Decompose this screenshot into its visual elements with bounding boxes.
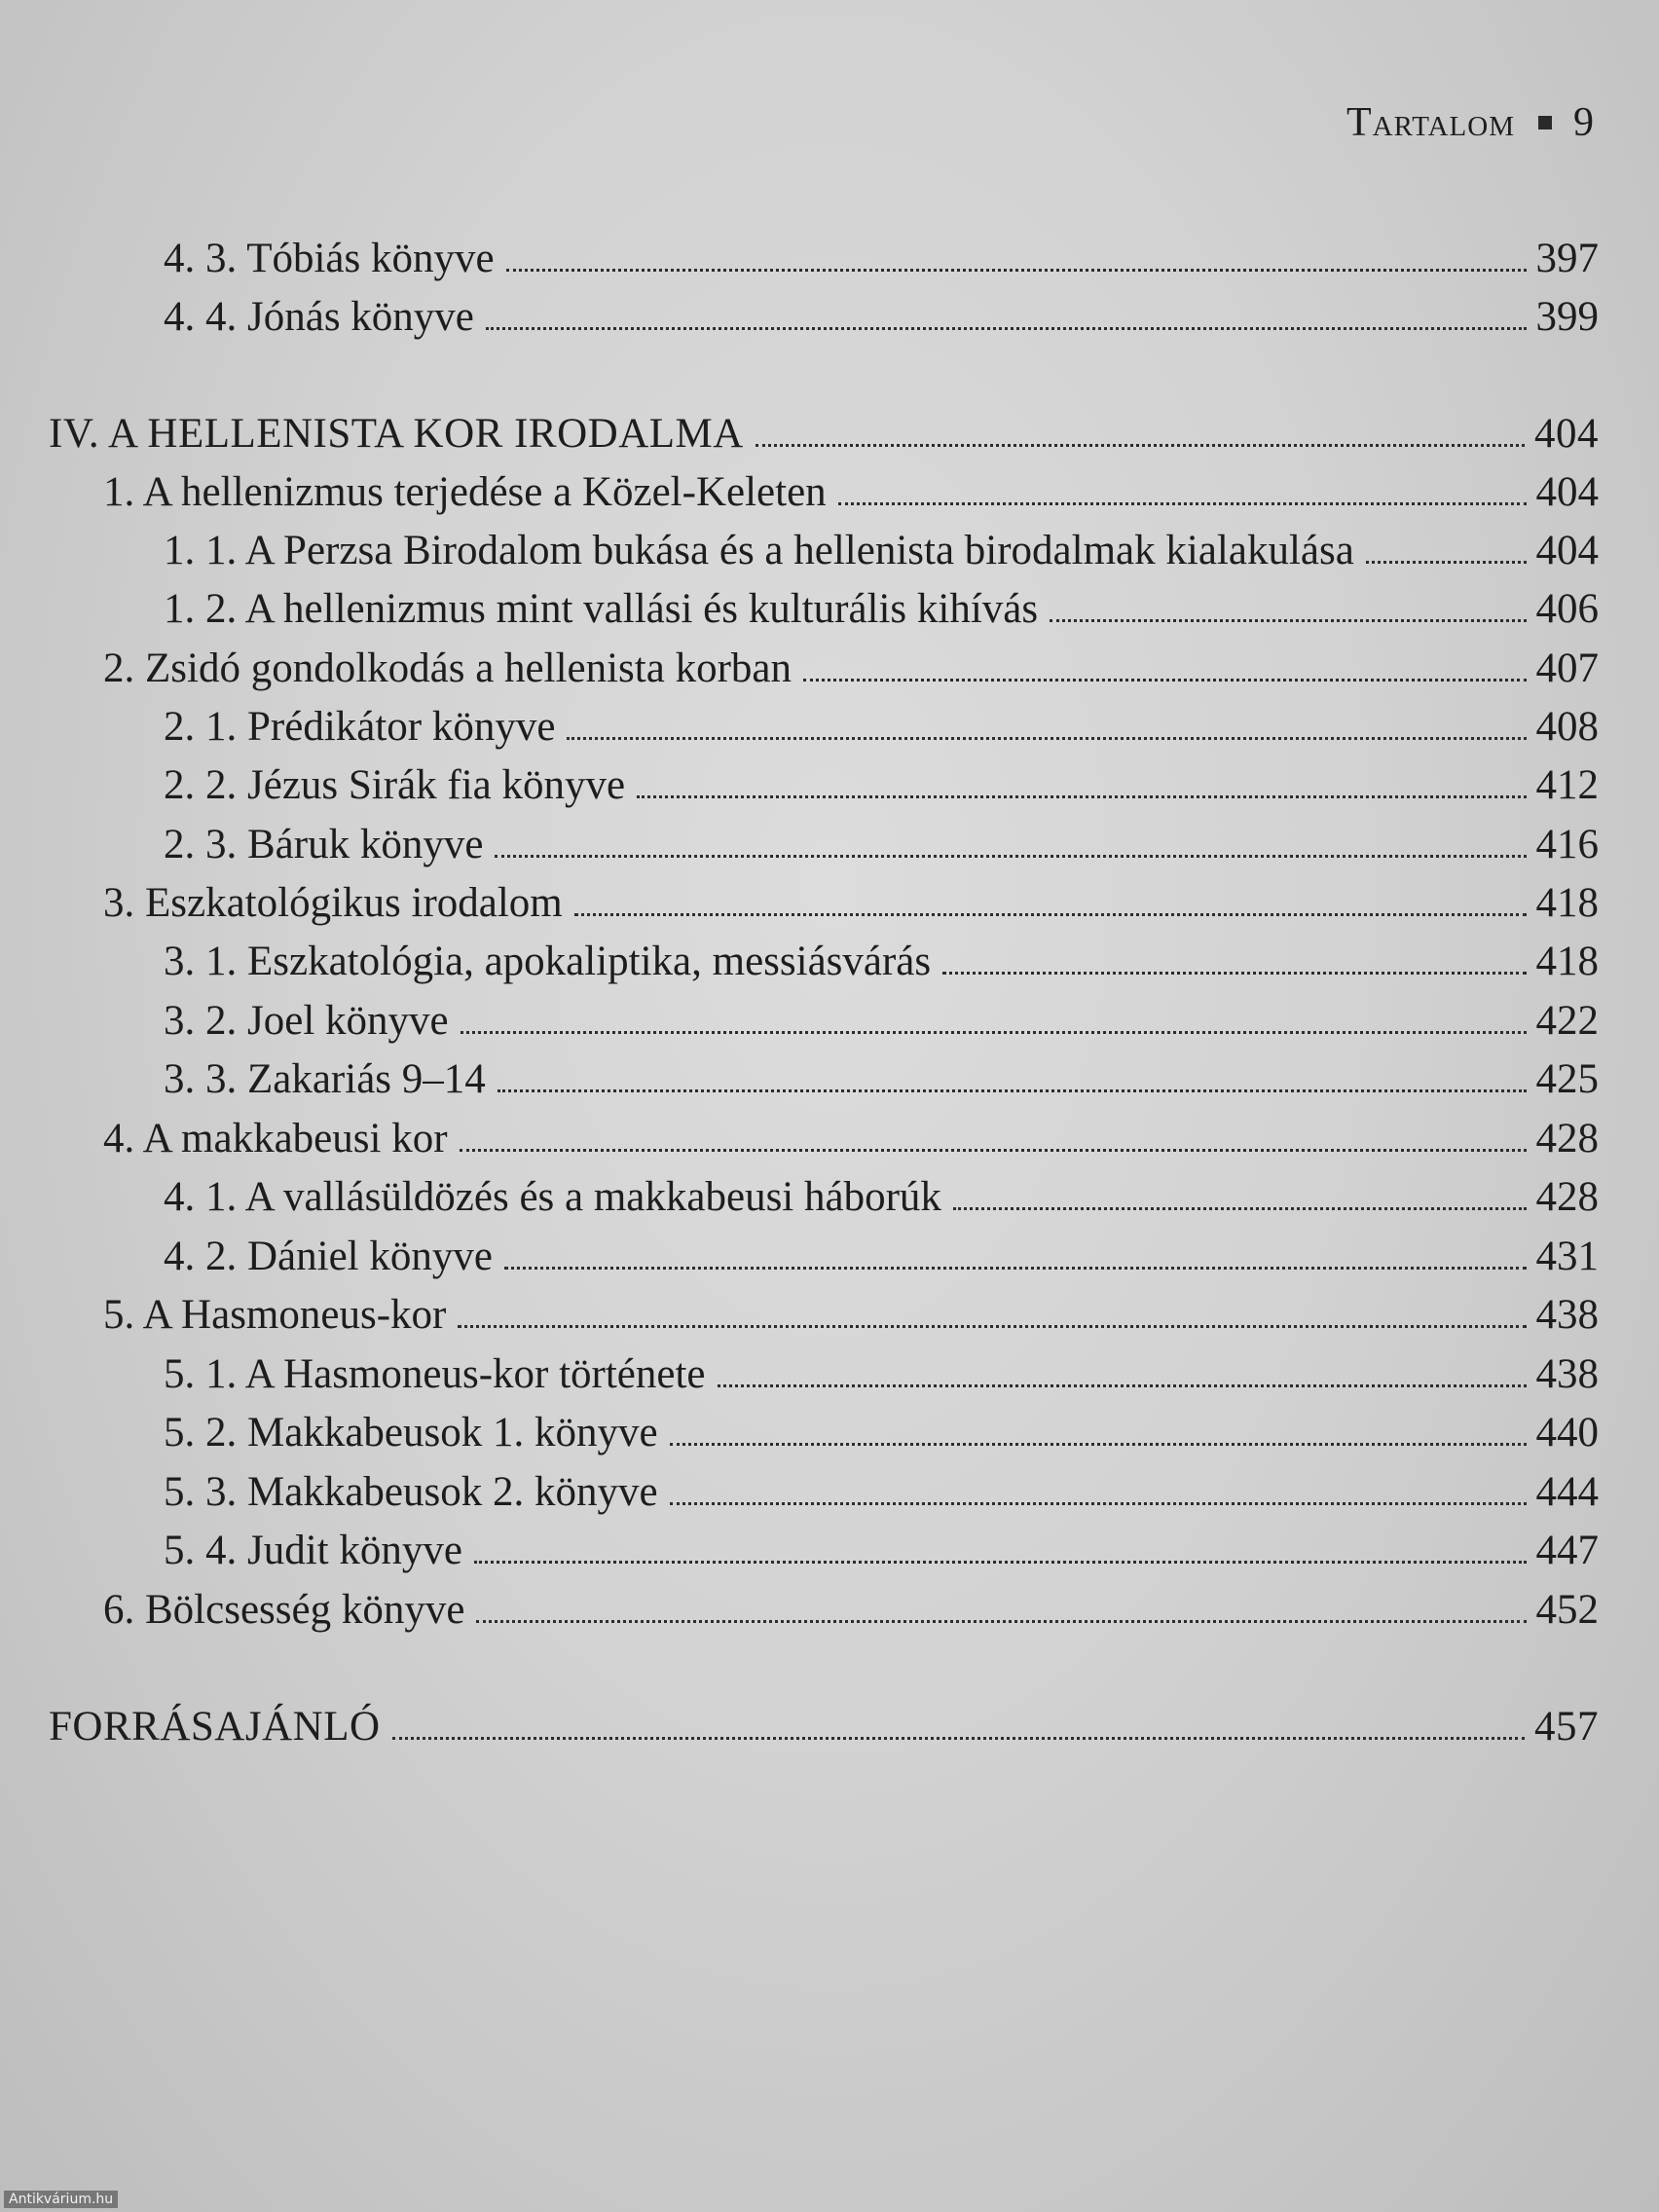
- dot-leader: [637, 795, 1526, 798]
- toc-entry: [164, 700, 1599, 755]
- toc-entry-page: 428: [1535, 1116, 1599, 1161]
- toc-entry-page: 431: [1535, 1234, 1599, 1279]
- toc-entry-page: 440: [1535, 1410, 1599, 1456]
- toc-entry-label: 5. A Hasmoneus-kor: [103, 1292, 447, 1338]
- dot-leader: [474, 1561, 1527, 1564]
- toc-entry-page: 412: [1535, 762, 1599, 808]
- dot-leader: [498, 1089, 1527, 1092]
- dot-leader: [461, 1031, 1527, 1034]
- toc-entry-label: 2. 3. Báruk könyve: [164, 822, 484, 867]
- toc-entry: [103, 642, 1599, 696]
- dot-leader: [574, 913, 1527, 916]
- dot-leader: [1050, 619, 1526, 622]
- toc-entry-page: 444: [1535, 1469, 1599, 1515]
- toc-entry: [103, 1112, 1599, 1166]
- toc-entry-label: 2. 1. Prédikátor könyve: [164, 704, 556, 750]
- toc-entry-page: 425: [1535, 1056, 1599, 1102]
- toc-part-heading: [49, 1700, 1599, 1754]
- toc-entry-label: 4. 1. A vallásüldözés és a makkabeusi háborúk: [164, 1174, 941, 1220]
- toc-entry-page: 407: [1535, 645, 1599, 691]
- toc-entry-page: 422: [1535, 998, 1599, 1044]
- toc-entry: [164, 1406, 1599, 1460]
- toc-entry-page: 404: [1534, 411, 1599, 457]
- dot-leader: [953, 1207, 1527, 1210]
- toc-entry-page: 418: [1535, 880, 1599, 926]
- toc-entry: [164, 1052, 1599, 1107]
- toc-entry-page: 397: [1535, 236, 1599, 281]
- toc-entry-page: 457: [1534, 1704, 1599, 1750]
- toc-entry-label: 3. 3. Zakariás 9–14: [164, 1056, 486, 1102]
- toc-entry: [164, 232, 1599, 286]
- toc-entry-label: 5. 2. Makkabeusok 1. könyve: [164, 1410, 658, 1456]
- toc-entry-label: 5. 4. Judit könyve: [164, 1528, 462, 1573]
- toc-entry-page: 404: [1535, 528, 1599, 573]
- toc-entry: [164, 1465, 1599, 1520]
- toc-entry-label: 3. 2. Joel könyve: [164, 998, 449, 1044]
- toc-entry-label: 3. Eszkatológikus irodalom: [103, 880, 563, 926]
- toc-entry-label: IV. A HELLENISTA KOR IRODALMA: [49, 411, 744, 457]
- toc-entry: [164, 290, 1599, 345]
- toc-entry-page: 418: [1535, 939, 1599, 984]
- toc-entry-label: 5. 1. A Hasmoneus-kor története: [164, 1351, 706, 1397]
- toc-entry: [164, 818, 1599, 872]
- toc-entry: [164, 1170, 1599, 1225]
- toc-entry-page: 428: [1535, 1174, 1599, 1220]
- toc-entry-label: 6. Bölcsesség könyve: [103, 1587, 465, 1633]
- toc-entry-label: 4. A makkabeusi kor: [103, 1116, 448, 1161]
- dot-leader: [670, 1502, 1527, 1505]
- dot-leader: [1366, 561, 1527, 564]
- dot-leader: [670, 1443, 1527, 1446]
- toc-entry: [164, 1230, 1599, 1284]
- dot-leader: [567, 737, 1526, 740]
- toc-entry: [164, 758, 1599, 813]
- toc-entry-page: 438: [1535, 1292, 1599, 1338]
- header-title: Tartalom: [1346, 100, 1515, 145]
- toc-entry-page: 404: [1535, 469, 1599, 515]
- dot-leader: [486, 327, 1527, 330]
- toc-entry: [164, 582, 1599, 637]
- toc-entry-page: 399: [1535, 294, 1599, 340]
- toc-entry-label: 4. 3. Tóbiás könyve: [164, 236, 495, 281]
- toc-entry: [103, 1288, 1599, 1343]
- dot-leader: [460, 1149, 1527, 1152]
- toc-entry-label: FORRÁSAJÁNLÓ: [49, 1704, 381, 1750]
- dot-leader: [495, 855, 1526, 858]
- toc-entry-label: 2. Zsidó gondolkodás a hellenista korban: [103, 645, 792, 691]
- dot-leader: [506, 269, 1527, 272]
- toc-entry-label: 1. 1. A Perzsa Birodalom bukása és a hellenista birodalmak kialakulása: [164, 528, 1354, 573]
- dot-leader: [756, 444, 1525, 447]
- dot-leader: [718, 1384, 1527, 1387]
- dot-leader: [942, 972, 1526, 975]
- toc-entry-label: 5. 3. Makkabeusok 2. könyve: [164, 1469, 658, 1515]
- dot-leader: [392, 1737, 1525, 1740]
- toc-entry-label: 2. 2. Jézus Sirák fia könyve: [164, 762, 626, 808]
- toc-entry: [164, 935, 1599, 989]
- toc-entry-page: 447: [1535, 1528, 1599, 1573]
- toc-entry-label: 1. 2. A hellenizmus mint vallási és kulturális kihívás: [164, 586, 1039, 632]
- dot-leader: [458, 1325, 1526, 1328]
- toc-entry-label: 1. A hellenizmus terjedése a Közel-Keleten: [103, 469, 827, 515]
- watermark: Antikvárium.hu: [4, 2191, 118, 2208]
- toc-entry-label: 4. 4. Jónás könyve: [164, 294, 474, 340]
- toc-entry-page: 406: [1535, 586, 1599, 632]
- toc-entry-page: 452: [1535, 1587, 1599, 1633]
- toc-entry-label: 3. 1. Eszkatológia, apokaliptika, messiásvárás: [164, 939, 932, 984]
- page-number: 9: [1573, 100, 1595, 145]
- toc-entry-page: 438: [1535, 1351, 1599, 1397]
- toc-entry-page: 408: [1535, 704, 1599, 750]
- dot-leader: [803, 679, 1527, 682]
- toc-entry: [164, 1347, 1599, 1402]
- toc-entry: [103, 1583, 1599, 1638]
- dot-leader: [504, 1267, 1527, 1270]
- toc-entry-page: 416: [1535, 822, 1599, 867]
- dot-leader: [838, 502, 1527, 505]
- toc-entry: [164, 524, 1599, 578]
- toc-entry: [103, 876, 1599, 931]
- toc-entry: [103, 465, 1599, 520]
- dot-leader: [476, 1620, 1526, 1623]
- toc-entry: [164, 1524, 1599, 1578]
- toc-entry-label: 4. 2. Dániel könyve: [164, 1234, 493, 1279]
- toc-entry: [164, 994, 1599, 1049]
- toc-part-heading: [49, 407, 1599, 461]
